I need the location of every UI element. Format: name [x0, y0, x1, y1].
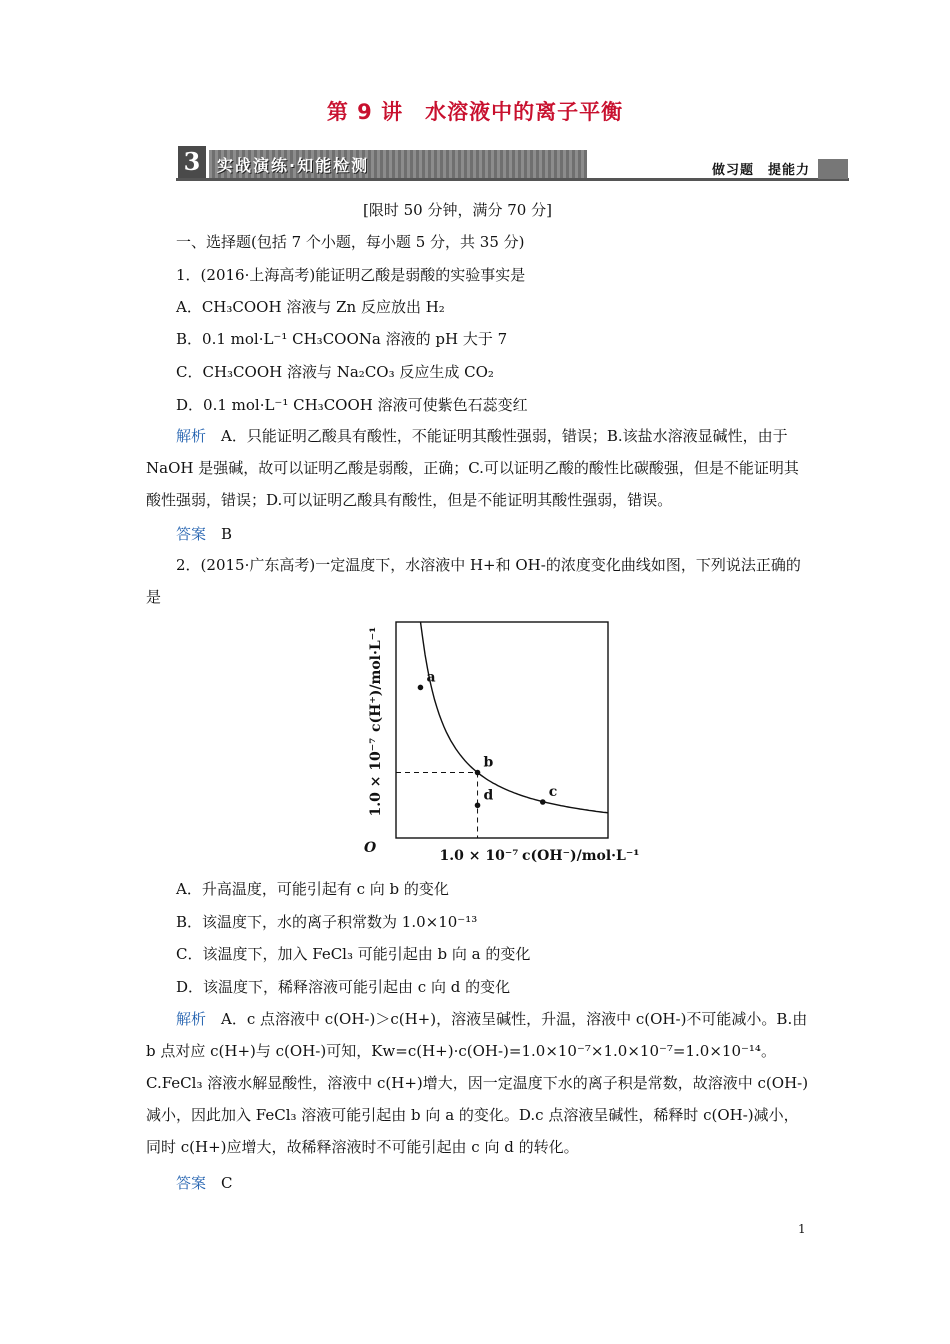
q1-stem: 1．(2016·上海高考)能证明乙酸是弱酸的实验事实是: [176, 266, 526, 284]
q2-answer: [176, 1172, 233, 1194]
plot-frame: [396, 622, 608, 838]
point-c: [540, 799, 546, 805]
q2-option-c: C．该温度下，加入 FeCl₃ 可能引起由 b 向 a 的变化: [176, 945, 531, 963]
section-number: 3: [178, 146, 206, 178]
banner-item-ability: 提能力: [768, 163, 811, 178]
q2-answer-value: C: [221, 1174, 233, 1192]
point-label-b: b: [483, 754, 494, 771]
q1-answer-label: 答案: [176, 525, 207, 543]
banner-item-practice: 做习题: [712, 163, 755, 178]
q2-option-d: D．该温度下，稀释溶液可能引起由 c 向 d 的变化: [176, 978, 511, 996]
section-label-box: [209, 150, 587, 178]
q2-stem-text: 2．(2015·广东高考)一定温度下，水溶液中 H+和 OH-的浓度变化曲线如图，下列说法正确的是: [146, 556, 801, 606]
section-label: 实战演练·知能检测: [217, 156, 370, 175]
q2-option-a: A．升高温度，可能引起有 c 向 b 的变化: [176, 880, 449, 898]
q2-analysis-label: 解析: [176, 1010, 207, 1028]
page-title: 第 9 讲 水溶液中的离子平衡: [326, 100, 624, 124]
q1-analysis: [146, 420, 810, 516]
banner-rule: [176, 178, 849, 181]
section-heading: 一、选择题(包括 7 个小题，每小题 5 分，共 35 分): [176, 233, 525, 251]
origin-label: O: [364, 840, 377, 856]
point-label-a: a: [426, 669, 436, 686]
point-b: [475, 770, 481, 776]
point-label-d: d: [483, 787, 494, 804]
banner-right-text: [712, 159, 824, 178]
q1-option-a: A．CH₃COOH 溶液与 Zn 反应放出 H₂: [176, 298, 445, 316]
page-number: 1: [798, 1222, 806, 1236]
point-a: [418, 685, 424, 691]
y-tick-label: 1.0 × 10⁻⁷: [368, 737, 384, 817]
banner-end-box: [818, 159, 848, 179]
q2-option-b: B．该温度下，水的离子积常数为 1.0×10⁻¹³: [176, 913, 478, 931]
q2-answer-label: 答案: [176, 1174, 207, 1192]
time-limit: [限时 50 分钟，满分 70 分]: [363, 201, 552, 219]
q2-analysis-text: A．c 点溶液中 c(OH-)＞c(H+)，溶液呈碱性，升温，溶液中 c(OH-)不可能减小。B.由 b 点对应 c(H+)与 c(OH-)可知，Kw=c(H+)·c(OH-)=1.0×10⁻⁷×1.0×10⁻⁷=1.0×10⁻¹⁴。C.FeCl₃ 溶液水解显酸性，溶液中 c(H+)增大，因一定温度下水的离子积是常数，故溶液中 c(OH-)减小，因此加入 FeCl₃ 溶液可能引起由 b 向 a 的变化。D.c 点溶液呈碱性，稀释时 c(OH-)减小，同时 c(H+)应增大，故稀释溶液时不可能引起由 c 向 d 的转化。: [146, 1010, 809, 1156]
point-label-c: c: [548, 784, 558, 800]
x-tick-label: 1.0 × 10⁻⁷: [439, 848, 519, 864]
y-axis-label: c(H⁺)/mol·L⁻¹: [368, 626, 384, 732]
q1-answer-value: B: [221, 525, 233, 543]
q1-option-d: D．0.1 mol·L⁻¹ CH₃COOH 溶液可使紫色石蕊变红: [176, 396, 528, 414]
q2-stem: [146, 549, 810, 613]
q1-analysis-text: A．只能证明乙酸具有酸性，不能证明其酸性强弱，错误；B.该盐水溶液显碱性，由于 NaOH 是强碱，故可以证明乙酸是弱酸，正确；C.可以证明乙酸的酸性比碳酸强，但是不能证明其酸性强弱，错误；D.可以证明乙酸具有酸性，但是不能证明其酸性强弱，错误。: [146, 427, 799, 509]
x-axis-label: c(OH⁻)/mol·L⁻¹: [522, 848, 640, 864]
q1-analysis-label: 解析: [176, 427, 207, 445]
curve-line: [421, 622, 609, 813]
q2-analysis: [146, 1003, 810, 1163]
q1-option-b: B．0.1 mol·L⁻¹ CH₃COONa 溶液的 pH 大于 7: [176, 330, 508, 348]
point-d: [475, 802, 481, 808]
q1-option-c: C．CH₃COOH 溶液与 Na₂CO₃ 反应生成 CO₂: [176, 363, 494, 381]
q1-answer: [176, 523, 232, 545]
concentration-chart: [352, 612, 642, 870]
